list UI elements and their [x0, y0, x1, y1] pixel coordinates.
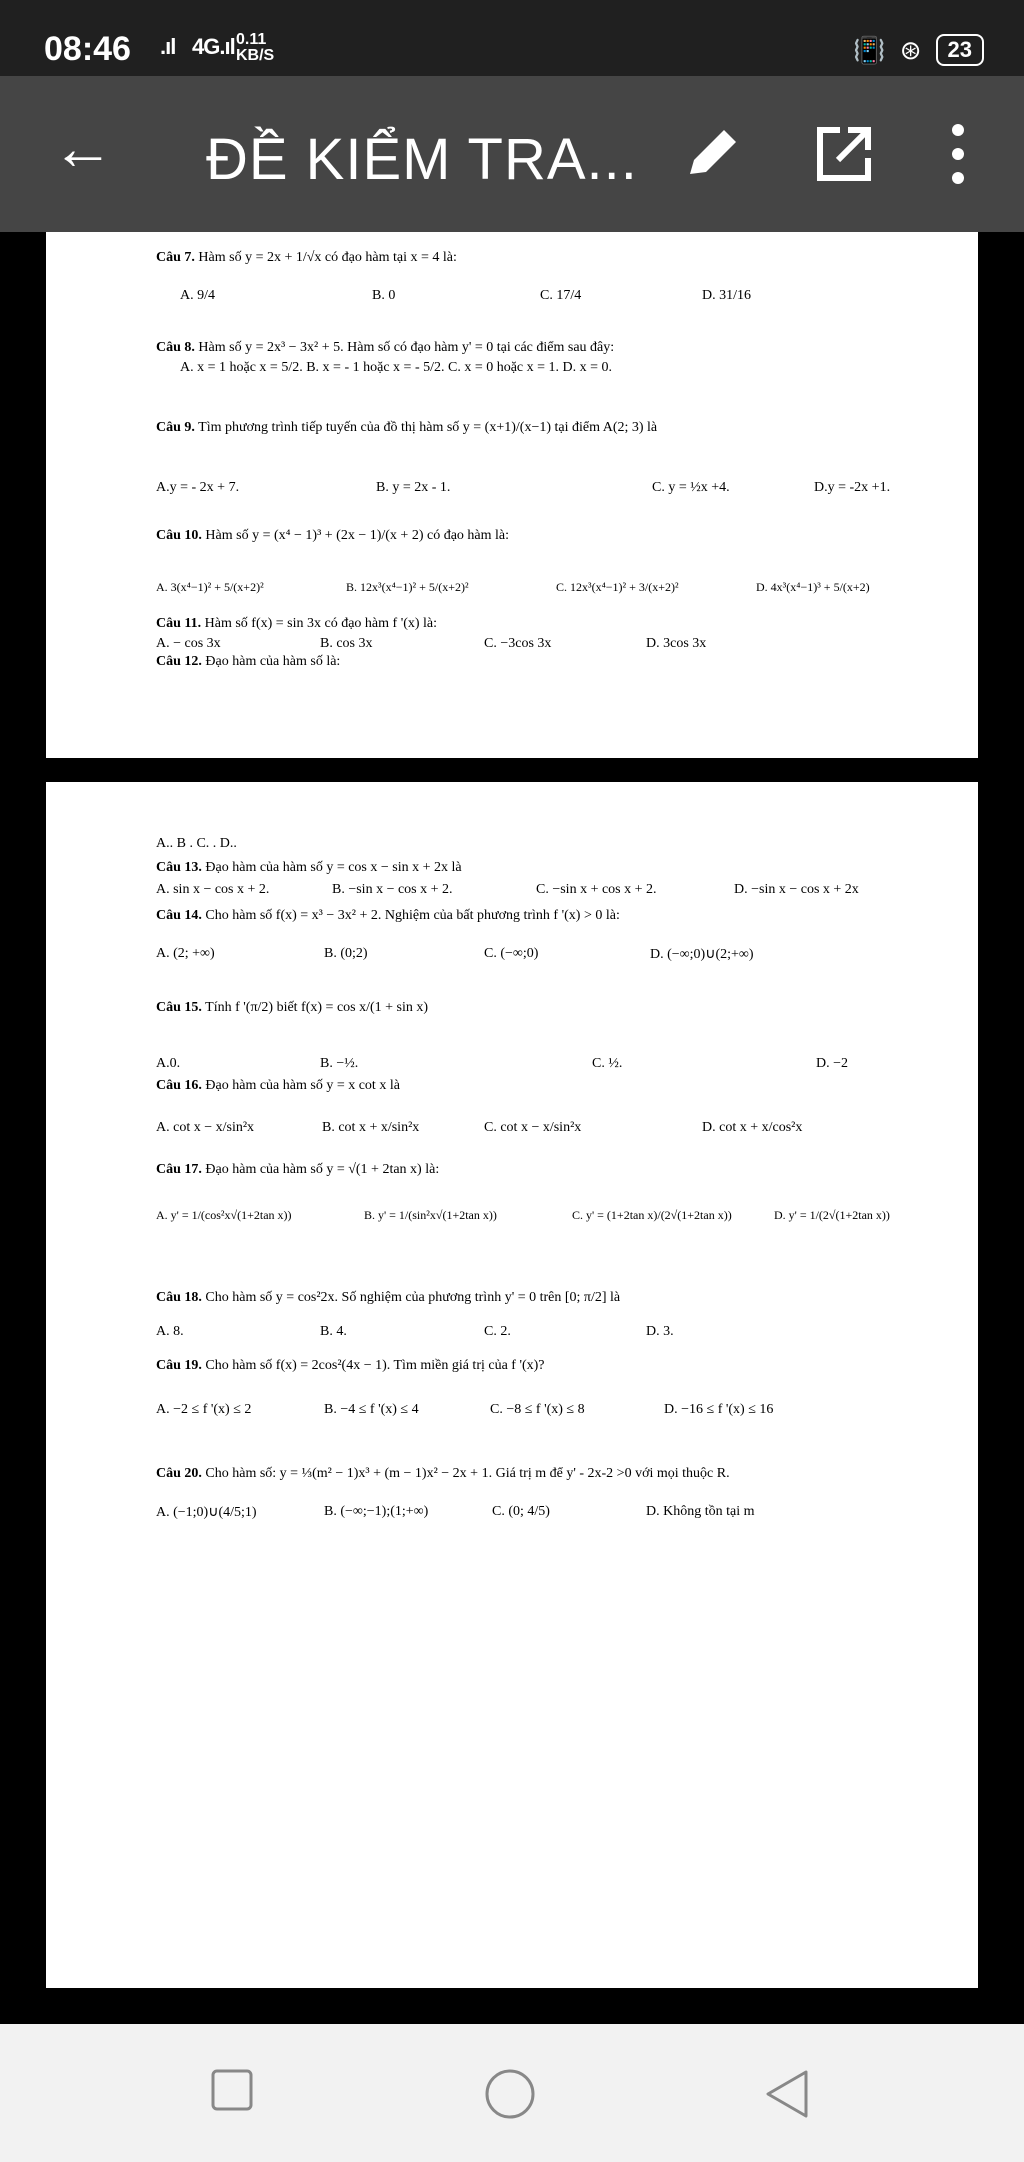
answer-option-a: A.y = - 2x + 7. [156, 480, 240, 495]
answer-option-c: C. 2. [484, 1324, 511, 1339]
answer-option-c: C. −8 ≤ f '(x) ≤ 8 [490, 1402, 585, 1417]
question-label: Câu 15. [156, 1000, 202, 1015]
question-label: Câu 13. [156, 860, 202, 875]
answer-option-a: A. cot x − x/sin²x [156, 1120, 255, 1135]
answer-option-a: A.0. [156, 1056, 181, 1071]
question-label: Câu 10. [156, 528, 202, 543]
question-label: Câu 14. [156, 908, 202, 923]
answer-option-a: A. sin x − cos x + 2. [156, 882, 270, 897]
answer-option-b: B. y = 2x - 1. [376, 480, 451, 495]
answer-option-b: B. −½. [320, 1056, 359, 1071]
question-label: Câu 18. [156, 1290, 202, 1305]
question-10 [156, 528, 509, 544]
answer-option-c: C. (−∞;0) [484, 946, 539, 961]
answer-option-d: D. 4x³(x⁴−1)³ + 5/(x+2) [756, 580, 870, 594]
question-19 [156, 1358, 545, 1374]
question-17 [156, 1162, 439, 1178]
back-arrow-icon[interactable]: ← [52, 114, 114, 183]
page-title: ĐỀ KIỂM TRA... [206, 127, 638, 192]
question-text: Hàm số f(x) = sin 3x có đạo hàm f '(x) là: [204, 616, 438, 631]
answer-option-a: A. 3(x⁴−1)² + 5/(x+2)² [156, 580, 264, 594]
question-text: Đạo hàm của hàm số y = cos x − sin x + 2x là [205, 860, 462, 875]
answer-option-d: D. (−∞;0)∪(2;+∞) [650, 947, 754, 962]
question-text: Đạo hàm của hàm số là: [205, 654, 341, 669]
question-12 [156, 654, 340, 670]
more-options-icon[interactable] [946, 122, 970, 186]
answer-option-c: C. y' = (1+2tan x)/(2√(1+2tan x)) [572, 1208, 732, 1222]
question-9 [156, 420, 657, 436]
question-text: Cho hàm số y = cos²2x. Số nghiệm của phương trình y' = 0 trên [0; π/2] là [205, 1290, 621, 1305]
question-7 [156, 250, 457, 266]
lock-rotation-icon: ⊛ [899, 34, 922, 65]
answer-option-b: B. y' = 1/(sin²x√(1+2tan x)) [364, 1208, 497, 1222]
answer-option-c: C. 17/4 [540, 288, 582, 303]
answer-option-c: C. 12x³(x⁴−1)² + 3/(x+2)² [556, 580, 679, 594]
question-20 [156, 1466, 730, 1482]
answer-option-a: A. y' = 1/(cos²x√(1+2tan x)) [156, 1208, 292, 1222]
status-bar [0, 0, 1024, 76]
question-text: Cho hàm số: y = ⅓(m² − 1)x³ + (m − 1)x² − 2x + 1. Giá trị m để y' - 2x-2 >0 với mọi thuộc R. [205, 1466, 730, 1481]
home-icon[interactable] [484, 2068, 536, 2120]
question-text: Tìm phương trình tiếp tuyến của đồ thị hàm số y = (x+1)/(x−1) tại điểm A(2; 3) là [198, 420, 658, 435]
answer-option-d: D. −16 ≤ f '(x) ≤ 16 [664, 1402, 774, 1417]
question-text: Cho hàm số f(x) = 2cos²(4x − 1). Tìm miền giá trị của f '(x)? [205, 1358, 545, 1373]
document-page-1[interactable] [46, 232, 978, 758]
question-label: Câu 7. [156, 250, 195, 265]
answer-option-a: A. (2; +∞) [156, 946, 215, 961]
signal-icon: .ıl [160, 34, 176, 59]
question-text: Đạo hàm của hàm số y = x cot x là [205, 1078, 400, 1093]
question-15 [156, 1000, 428, 1016]
question-label: Câu 19. [156, 1358, 202, 1373]
question-text: Hàm số y = (x⁴ − 1)³ + (2x − 1)/(x + 2) có đạo hàm là: [205, 528, 510, 543]
answer-option-d: D. 3cos 3x [646, 636, 707, 651]
answer-option-b: B. −4 ≤ f '(x) ≤ 4 [324, 1402, 419, 1417]
recent-apps-icon[interactable] [210, 2068, 254, 2112]
open-external-icon[interactable] [812, 122, 876, 186]
answer-option-b: B. (−∞;−1);(1;+∞) [324, 1504, 429, 1519]
answer-option-b: B. cos 3x [320, 636, 373, 651]
answer-option-c: C. y = ½x +4. [652, 480, 730, 495]
answer-option-a: A. 8. [156, 1324, 184, 1339]
answer-option-c: C. (0; 4/5) [492, 1504, 550, 1519]
question-11 [156, 616, 437, 632]
answer-option-a: A. − cos 3x [156, 636, 221, 651]
signal-4g-icon: 4G.ıl [192, 34, 235, 59]
question-label: Câu 16. [156, 1078, 202, 1093]
answer-option-b: B. 0 [372, 288, 396, 303]
question-16 [156, 1078, 400, 1094]
document-page-2[interactable] [46, 782, 978, 1988]
answer-option-d: D. 31/16 [702, 288, 751, 303]
answer-option-d: D. Không tồn tại m [646, 1504, 755, 1519]
vibrate-icon: 📳 [853, 34, 886, 65]
answer-option-d: D. 3. [646, 1324, 674, 1339]
answer-option-c: C. −sin x + cos x + 2. [536, 882, 657, 897]
answer-option-d: D. y' = 1/(2√(1+2tan x)) [774, 1208, 890, 1222]
edit-pencil-icon[interactable] [680, 122, 744, 186]
answer-option-d: D. −sin x − cos x + 2x [734, 882, 859, 897]
question-14 [156, 908, 620, 924]
question-text: Tính f '(π/2) biết f(x) = cos x/(1 + sin x) [205, 1000, 429, 1015]
answer-option-a: A. 9/4 [180, 288, 215, 303]
answer-option-a: A. (−1;0)∪(4/5;1) [156, 1505, 257, 1520]
answer-option-b: B. −sin x − cos x + 2. [332, 882, 453, 897]
answer-option-c: C. cot x − x/sin²x [484, 1120, 582, 1135]
answer-option-a: A. −2 ≤ f '(x) ≤ 2 [156, 1402, 252, 1417]
net-speed-value: 0.11 [236, 31, 267, 48]
question-text: Hàm số y = 2x³ − 3x² + 5. Hàm số có đạo hàm y' = 0 tại các điểm sau đây: [198, 340, 615, 355]
app-bar [0, 76, 1024, 232]
answer-option-b: B. 12x³(x⁴−1)² + 5/(x+2)² [346, 580, 469, 594]
answer-option-c: C. −3cos 3x [484, 636, 552, 651]
question-label: Câu 9. [156, 420, 195, 435]
answer-option-b: B. 4. [320, 1324, 347, 1339]
question-text: Hàm số y = 2x + 1/√x có đạo hàm tại x = 4 là: [198, 250, 457, 265]
answer-option-c: C. ½. [592, 1056, 623, 1071]
back-triangle-icon[interactable] [764, 2068, 810, 2120]
battery-icon: 23 [936, 34, 984, 66]
status-time: 08:46 [44, 30, 131, 68]
question-text: Cho hàm số f(x) = x³ − 3x² + 2. Nghiệm của bất phương trình f '(x) > 0 là: [205, 908, 620, 923]
answer-option-b: B. (0;2) [324, 946, 368, 961]
answer-option-d: D. cot x + x/cos²x [702, 1120, 803, 1135]
question-label: Câu 8. [156, 340, 195, 355]
answer-option-d: D. −2 [816, 1056, 849, 1071]
question-text: Đạo hàm của hàm số y = √(1 + 2tan x) là: [205, 1162, 440, 1177]
status-icons [853, 34, 984, 66]
system-nav-bar [0, 2024, 1024, 2162]
question-12-options: A.. B . C. . D.. [156, 836, 237, 851]
question-label: Câu 12. [156, 654, 202, 669]
question-8 [156, 340, 614, 356]
question-13 [156, 860, 462, 876]
answer-option-d: D.y = -2x +1. [814, 480, 891, 495]
answer-option-b: B. cot x + x/sin²x [322, 1120, 420, 1135]
question-label: Câu 17. [156, 1162, 202, 1177]
net-speed [236, 32, 274, 64]
question-18 [156, 1290, 620, 1306]
question-label: Câu 20. [156, 1466, 202, 1481]
answer-options: A. x = 1 hoặc x = 5/2. B. x = - 1 hoặc x = - 5/2. C. x = 0 hoặc x = 1. D. x = 0. [180, 360, 613, 375]
question-label: Câu 11. [156, 616, 202, 631]
net-speed-unit: KB/S [236, 47, 275, 64]
